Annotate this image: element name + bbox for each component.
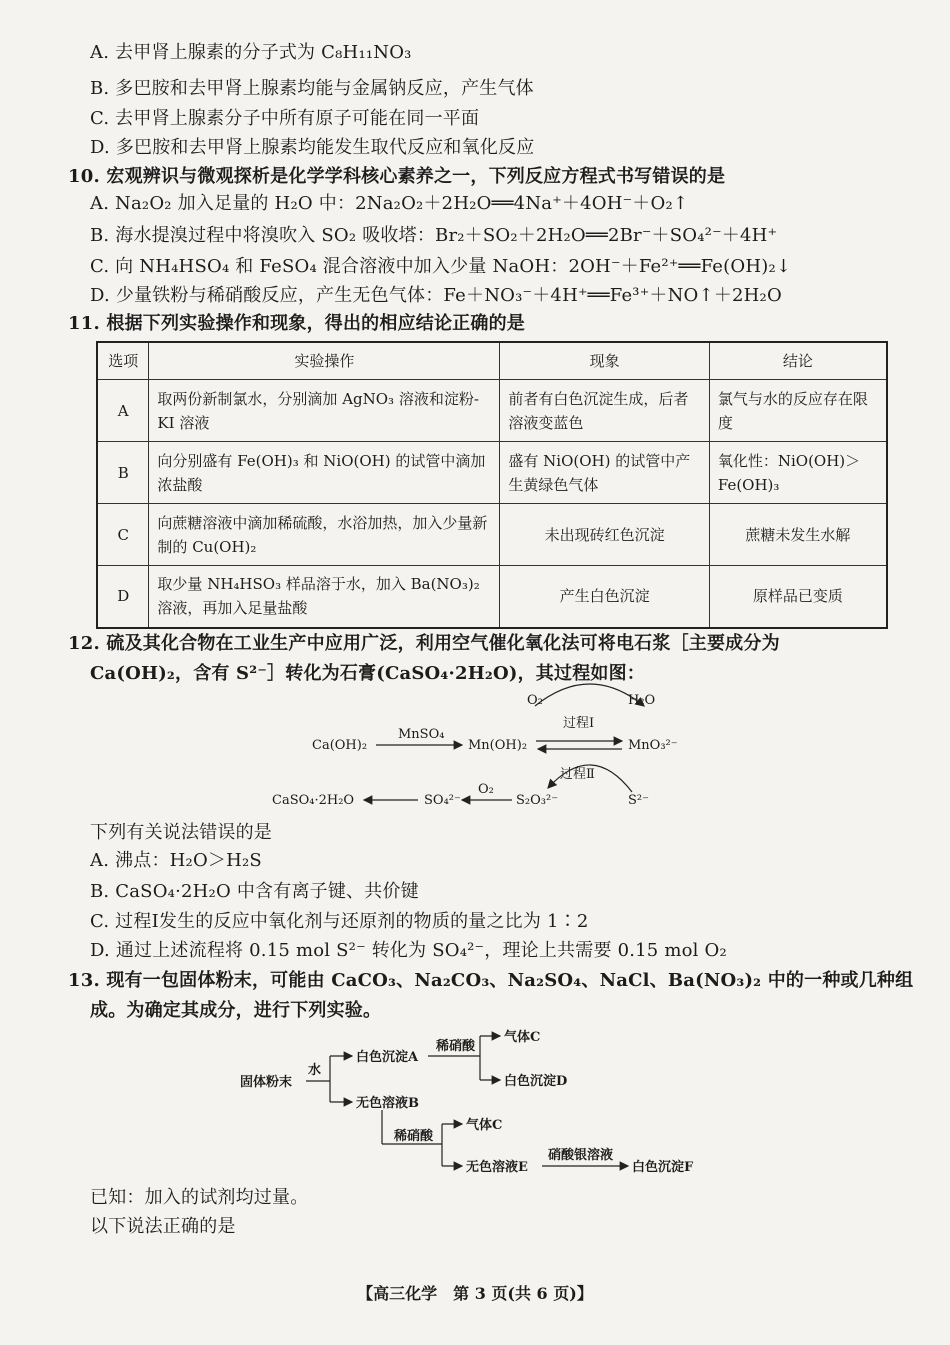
row-conclusion: 氧化性：NiO(OH)＞Fe(OH)₃ — [709, 442, 887, 504]
q9-option-d: D. 多巴胺和去甲肾上腺素均能发生取代反应和氧化反应 — [90, 137, 535, 158]
header-operation: 实验操作 — [149, 342, 500, 380]
q9-option-b: B. 多巴胺和去甲肾上腺素均能与金属钠反应，产生气体 — [90, 78, 534, 99]
label-mno3: MnO₃²⁻ — [628, 738, 678, 753]
flow-water: 水 — [308, 1063, 322, 1078]
flow-dil-hno3-1: 稀硝酸 — [436, 1039, 476, 1054]
header-phenomenon: 现象 — [500, 342, 709, 380]
row-label: C — [97, 504, 149, 566]
q11-stem: 11. 根据下列实验操作和现象，得出的相应结论正确的是 — [68, 313, 525, 334]
q10-option-a: A. Na₂O₂ 加入足量的 H₂O 中：2Na₂O₂＋2H₂O══4Na⁺＋4OH⁻＋O₂↑ — [90, 193, 689, 214]
flow-agno3: 硝酸银溶液 — [548, 1148, 614, 1163]
row-label: A — [97, 380, 149, 442]
flow-powder: 固体粉末 — [240, 1075, 293, 1090]
row-phenomenon: 产生白色沉淀 — [500, 566, 709, 628]
label-h2o-top: H₂O — [628, 693, 656, 708]
flow-sol-e: 无色溶液E — [466, 1160, 528, 1175]
q10-option-d: D. 少量铁粉与稀硝酸反应，产生无色气体：Fe＋NO₃⁻＋4H⁺══Fe³⁺＋NO↑＋2H₂O — [90, 285, 782, 306]
q12-option-c: C. 过程Ⅰ发生的反应中氧化剂与还原剂的物质的量之比为 1∶2 — [90, 911, 589, 932]
q13-stem-line1: 13. 现有一包固体粉末，可能由 CaCO₃、Na₂CO₃、Na₂SO₄、NaCl、Ba(NO₃)₂ 中的一种或几种组 — [68, 970, 914, 991]
q13-stem-line2: 成。为确定其成分，进行下列实验。 — [90, 1000, 382, 1021]
label-mnso4: MnSO₄ — [398, 727, 445, 742]
row-operation: 向分别盛有 Fe(OH)₃ 和 NiO(OH) 的试管中滴加浓盐酸 — [149, 442, 500, 504]
row-phenomenon: 未出现砖红色沉淀 — [500, 504, 709, 566]
flow-precip-f: 白色沉淀F — [632, 1160, 694, 1175]
row-operation: 向蔗糖溶液中滴加稀硫酸，水浴加热，加入少量新制的 Cu(OH)₂ — [149, 504, 500, 566]
row-label: B — [97, 442, 149, 504]
q12-stem-line2: Ca(OH)₂，含有 S²⁻］转化为石膏(CaSO₄·2H₂O)，其过程如图： — [90, 663, 645, 684]
label-o2-top: O₂ — [527, 693, 543, 708]
q12-option-a: A. 沸点：H₂O＞H₂S — [90, 850, 262, 871]
row-phenomenon: 前者有白色沉淀生成，后者溶液变蓝色 — [500, 380, 709, 442]
flow-precip-d: 白色沉淀D — [504, 1074, 568, 1089]
q9-option-c: C. 去甲肾上腺素分子中所有原子可能在同一平面 — [90, 108, 480, 129]
q10-option-c: C. 向 NH₄HSO₄ 和 FeSO₄ 混合溶液中加入少量 NaOH：2OH⁻＋Fe²⁺══Fe(OH)₂↓ — [90, 256, 792, 277]
label-s2o3: S₂O₃²⁻ — [516, 793, 559, 808]
header-option: 选项 — [97, 342, 149, 380]
q12-option-b: B. CaSO₄·2H₂O 中含有离子键、共价键 — [90, 881, 419, 902]
row-operation: 取两份新制氯水，分别滴加 AgNO₃ 溶液和淀粉-KI 溶液 — [149, 380, 500, 442]
header-conclusion: 结论 — [709, 342, 887, 380]
row-conclusion: 蔗糖未发生水解 — [709, 504, 887, 566]
label-process-1: 过程Ⅰ — [563, 716, 595, 731]
label-mnoh2: Mn(OH)₂ — [468, 738, 528, 753]
flow-dil-hno3-2: 稀硝酸 — [394, 1129, 434, 1144]
row-phenomenon: 盛有 NiO(OH) 的试管中产生黄绿色气体 — [500, 442, 709, 504]
page-footer: 【高三化学 第 3 页(共 6 页)】 — [357, 1284, 593, 1303]
label-s2: S²⁻ — [628, 793, 649, 808]
label-caso4: CaSO₄·2H₂O — [272, 793, 355, 808]
q10-stem: 10. 宏观辨识与微观探析是化学学科核心素养之一，下列反应方程式书写错误的是 — [68, 166, 726, 187]
q12-stem-line1: 12. 硫及其化合物在工业生产中应用广泛，利用空气催化氧化法可将电石浆［主要成分为 — [68, 633, 780, 654]
flow-gas-c-1: 气体C — [504, 1030, 541, 1045]
row-label: D — [97, 566, 149, 628]
label-o2-mid: O₂ — [478, 782, 494, 797]
q12-sub: 下列有关说法错误的是 — [90, 822, 272, 843]
q9-option-a: A. 去甲肾上腺素的分子式为 C₈H₁₁NO₃ — [90, 42, 412, 63]
row-conclusion: 氯气与水的反应存在限度 — [709, 380, 887, 442]
label-caoh2: Ca(OH)₂ — [312, 738, 368, 753]
row-operation: 取少量 NH₄HSO₃ 样品溶于水，加入 Ba(NO₃)₂ 溶液，再加入足量盐酸 — [149, 566, 500, 628]
label-so4: SO₄²⁻ — [424, 793, 461, 808]
flow-precip-a: 白色沉淀A — [356, 1050, 419, 1065]
row-conclusion: 原样品已变质 — [709, 566, 887, 628]
q13-known: 已知：加入的试剂均过量。 — [90, 1187, 309, 1208]
flow-gas-c-2: 气体C — [466, 1118, 503, 1133]
q13-ask: 以下说法正确的是 — [90, 1216, 236, 1237]
label-process-2: 过程Ⅱ — [560, 767, 595, 782]
q10-option-b: B. 海水提溴过程中将溴吹入 SO₂ 吸收塔：Br₂＋SO₂＋2H₂O══2Br⁻＋SO₄²⁻＋4H⁺ — [90, 225, 778, 246]
flow-sol-b: 无色溶液B — [356, 1096, 419, 1111]
q12-option-d: D. 通过上述流程将 0.15 mol S²⁻ 转化为 SO₄²⁻，理论上共需要 0.15 mol O₂ — [90, 940, 727, 961]
